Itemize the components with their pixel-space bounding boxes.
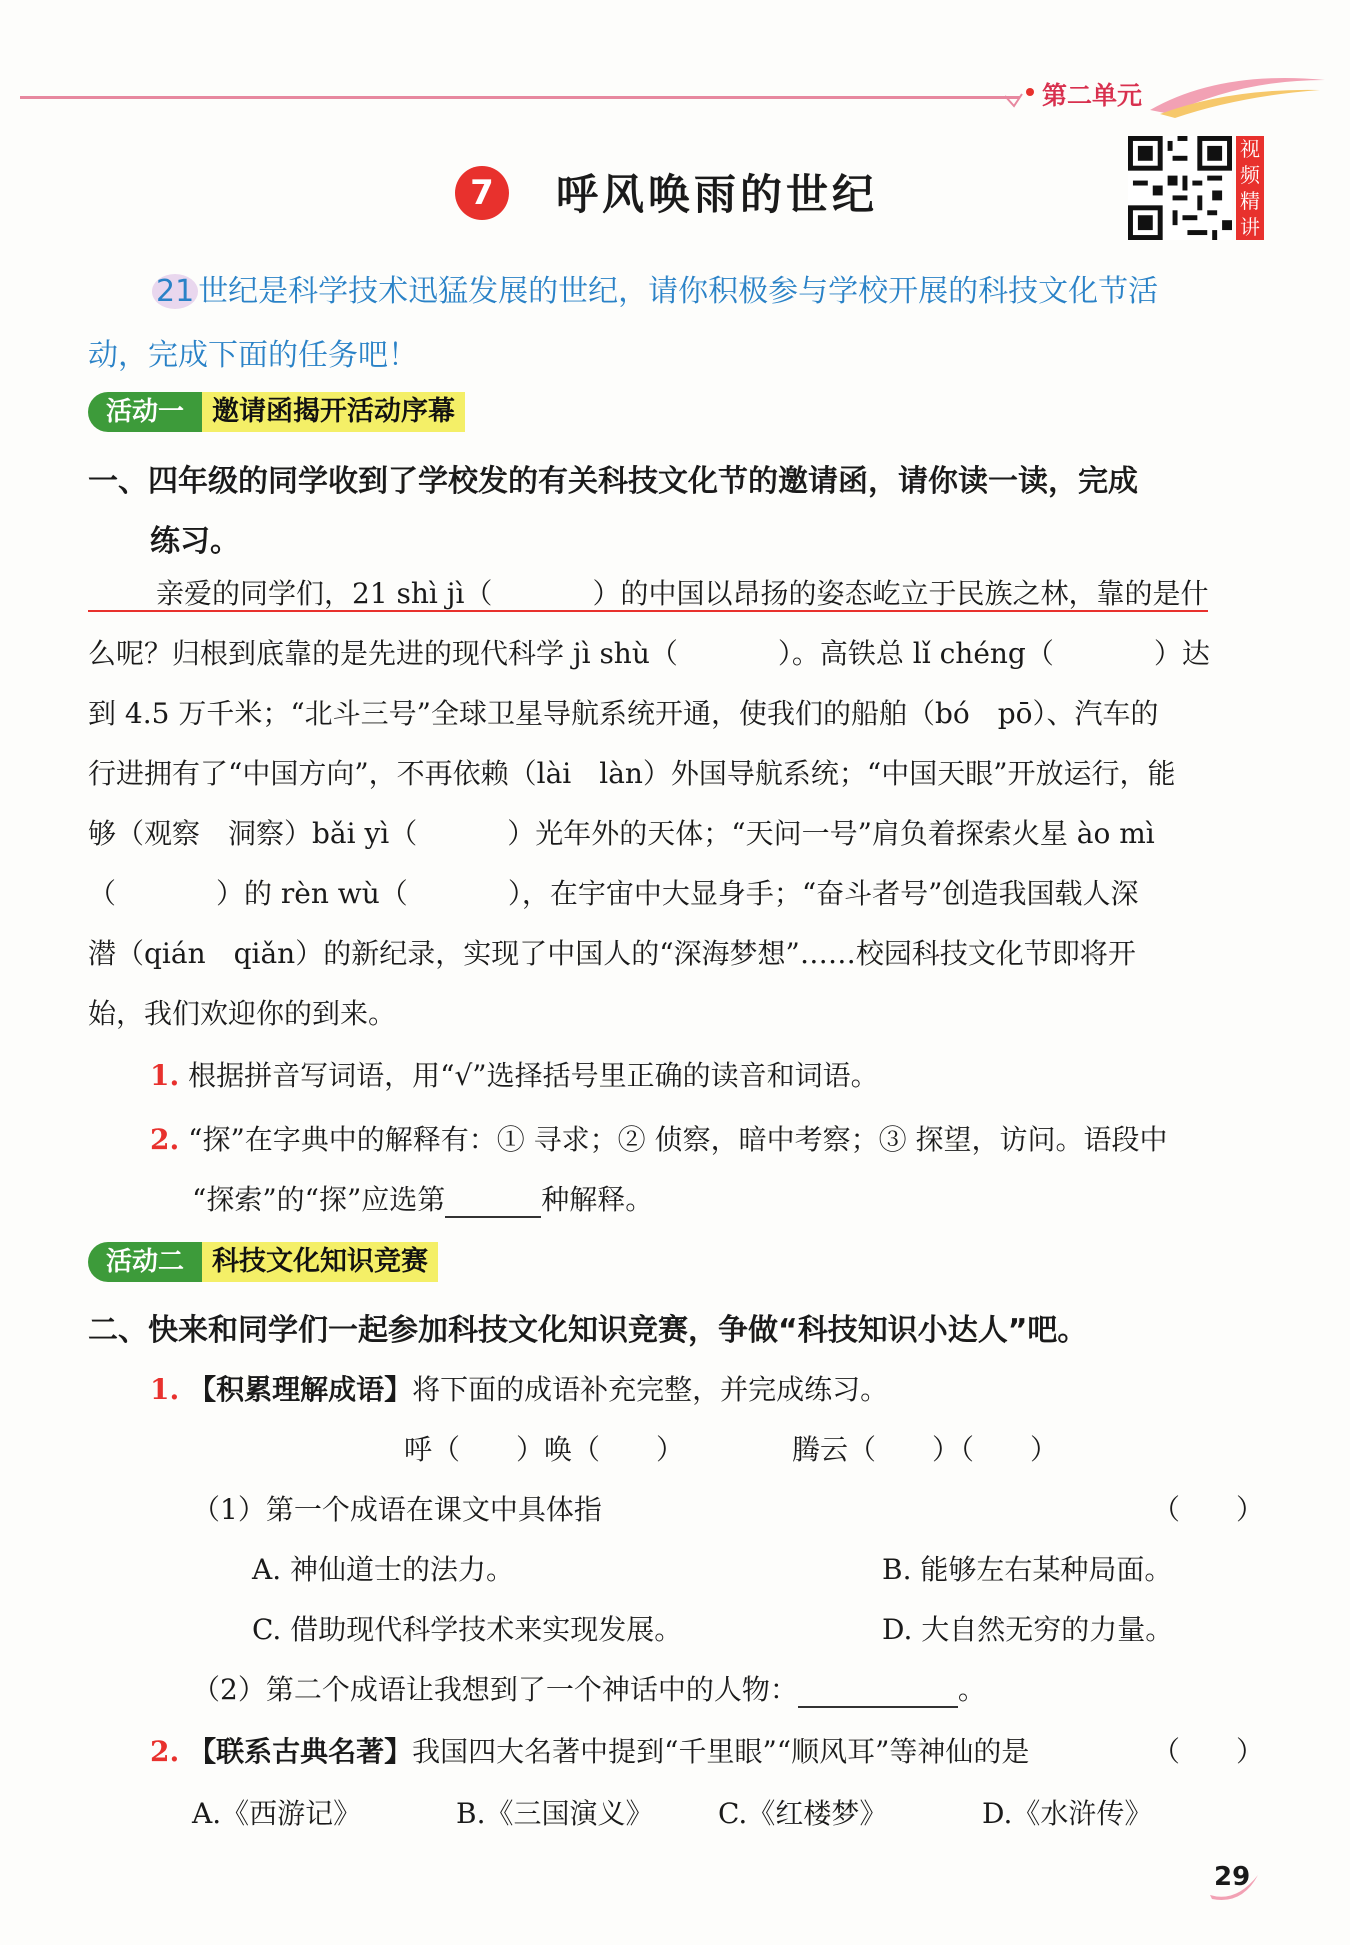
qr-video-label: 视频精讲	[1236, 136, 1264, 240]
answer-blank[interactable]	[445, 1184, 541, 1218]
sub2-question-2: 2. 【联系古典名著】我国四大名著中提到“千里眼”“顺风耳”等神仙的是	[150, 1735, 1030, 1768]
sub1-question-1: 1. 根据拼音写词语，用“√”选择括号里正确的读音和词语。	[150, 1059, 879, 1092]
passage-line-4: 行进拥有了“中国方向”，不再依赖（lài làn）外国导航系统；“中国天眼”开放运行，能	[88, 757, 1176, 790]
activity-2-banner	[88, 1242, 438, 1282]
unit-label: 第二单元	[1042, 81, 1143, 110]
idiom-1: 呼（ ）唤（ ）	[404, 1433, 685, 1466]
book-option-b[interactable]: B.《三国演义》	[456, 1797, 654, 1830]
activity-1-title: 邀请函揭开活动序幕	[202, 392, 465, 432]
option-b[interactable]: B. 能够左右某种局面。	[882, 1553, 1173, 1586]
passage-line-8: 始，我们欢迎你的到来。	[88, 997, 397, 1030]
sub2-part-1: （1）第一个成语在课文中具体指	[192, 1493, 602, 1526]
section-1-heading: 一、四年级的同学收到了学校发的有关科技文化节的邀请函，请你读一读，完成	[88, 464, 1138, 499]
book-option-d[interactable]: D.《水浒传》	[982, 1797, 1153, 1830]
option-d[interactable]: D. 大自然无穷的力量。	[882, 1613, 1174, 1646]
passage-line-5: 够（观察 洞察）bǎi yì（ ）光年外的天体；“天问一号”肩负着探索火星 ào mì	[88, 817, 1155, 850]
sub2-part-2: （2）第二个成语让我想到了一个神话中的人物： 。	[192, 1673, 986, 1706]
qr-code-icon[interactable]	[1128, 136, 1232, 240]
sub2-question-1: 1. 【积累理解成语】将下面的成语补充完整，并完成练习。	[150, 1373, 889, 1406]
sub1-question-2-cont: “探索”的“探”应选第 种解释。	[192, 1183, 654, 1216]
passage-line-2: 么呢？归根到底靠的是先进的现代科学 jì shù（ ）。高铁总 lǐ chéng（ ）达	[88, 637, 1210, 670]
century-badge: 21	[152, 274, 198, 309]
activity-1-tag: 活动一	[88, 392, 202, 432]
intro-line-2: 动，完成下面的任务吧！	[88, 338, 418, 373]
option-c[interactable]: C. 借助现代科学技术来实现发展。	[252, 1613, 683, 1646]
answer-paren-1[interactable]: （ ）	[1152, 1493, 1265, 1526]
intro-line-1	[152, 266, 1158, 310]
activity-2-title: 科技文化知识竞赛	[202, 1242, 438, 1282]
lesson-title: 呼风唤雨的世纪	[556, 170, 879, 219]
answer-blank-character[interactable]	[798, 1674, 958, 1708]
book-option-c[interactable]: C.《红楼梦》	[718, 1797, 888, 1830]
book-option-a[interactable]: A.《西游记》	[192, 1797, 362, 1830]
page-number: 29	[1214, 1862, 1251, 1892]
section-2-heading: 二、快来和同学们一起参加科技文化知识竞赛，争做“科技知识小达人”吧。	[88, 1313, 1088, 1348]
header-rule	[20, 96, 1020, 99]
activity-2-tag: 活动二	[88, 1242, 202, 1282]
passage-line-7: 潜（qián qiǎn）的新纪录，实现了中国人的“深海梦想”……校园科技文化节即将开	[88, 937, 1136, 970]
intro-text-1: 世纪是科学技术迅猛发展的世纪，请你积极参与学校开展的科技文化节活	[198, 274, 1159, 309]
option-a[interactable]: A. 神仙道士的法力。	[252, 1553, 515, 1586]
passage-line-6: （ ）的 rèn wù（ ），在宇宙中大显身手；“奋斗者号”创造我国载人深	[88, 877, 1139, 910]
idiom-2: 腾云（ ）（ ）	[792, 1433, 1059, 1466]
answer-paren-2[interactable]: （ ）	[1152, 1735, 1265, 1768]
passage-line-1	[88, 572, 1264, 616]
activity-1-banner	[88, 392, 465, 432]
sub1-question-2: 2. “探”在字典中的解释有：① 寻求；② 侦察，暗中考察；③ 探望，访问。语段中	[150, 1123, 1168, 1156]
passage-line-3: 到 4.5 万千米；“北斗三号”全球卫星导航系统开通，使我们的船舶（bó pō）、汽车的	[88, 697, 1159, 730]
lesson-number-badge: 7	[455, 166, 509, 220]
passage-underlined-start: 亲爱的同学们，21 shì jì（ ）的中国以昂扬的姿态屹立于民族之林，靠的是什	[88, 577, 1208, 612]
section-1-heading-cont: 练习。	[150, 524, 240, 559]
